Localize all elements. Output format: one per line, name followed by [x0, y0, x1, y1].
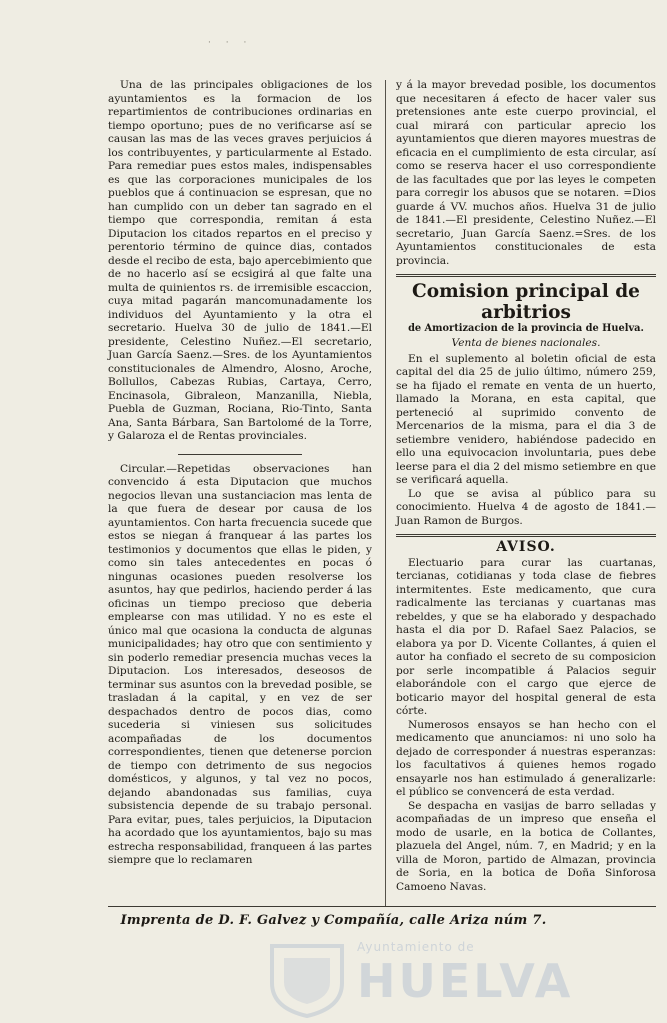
- watermark-caption: Ayuntamiento de: [357, 940, 475, 954]
- comision-subheading: de Amortizacion de la provincia de Huelva.: [408, 323, 644, 334]
- aviso-heading: AVISO.: [496, 539, 556, 555]
- top-marks: · · ·: [208, 38, 253, 48]
- watermark-word: HUELVA: [357, 954, 574, 1008]
- shield-icon: [262, 938, 352, 1018]
- right-column: [396, 79, 656, 894]
- printer-imprint: Imprenta de D. F. Galvez y Compañía, calle Ariza núm 7.: [120, 913, 547, 928]
- separator-rule: [396, 534, 656, 537]
- venta-signature: Lo que se avisa al público para su conocimiento. Huelva 4 de agosto de 1841.—Juan Ramon de Burgos.: [396, 487, 656, 527]
- separator-rule: [396, 274, 656, 277]
- separator-rule: [178, 454, 302, 455]
- venta-heading: Venta de bienes nacionales.: [451, 337, 601, 349]
- left-column: [108, 79, 372, 868]
- comision-heading: Comision principal de arbitrios: [412, 281, 640, 323]
- circular-text: Circular.—Repetidas observaciones han convencido á esta Diputacion que muchos negocios llevan una sustanciacion mas lenta de la que fuera de desear por causa de los ayuntamientos. Con harta frecuencia sucede que estos se niegan á franquear á las partes los testimonios y documentos que ellas le piden, y como sin tales antecedentes en pocas ó ningunas ocasiones pueden resolverse los asuntos, hay que pedirlos, haciendo perder á las oficinas un tiempo precioso que deberia emplearse con mas utilidad. Y no es este el único mal que ocasiona la conducta de algunas municipalidades; hay otro que con sentimiento y sin poderlo remediar presencia muchas veces la Diputacion. Los interesados, deseosos de terminar sus asuntos con la brevedad posible, se trasladan á la capital, y en vez de ser despachados dentro de pocos dias, como sucederia si viniesen sus solicitudes acompañadas de los documentos correspondientes, tienen que detenerse porcion de tiempo con detrimento de sus negocios domésticos, y algunos, y tal vez no pocos, dejando abandonadas sus familias, cuya subsistencia depende de su trabajo personal. Para evitar, pues, tales perjuicios, la Diputacion ha acordado que los ayuntamientos, bajo su mas estrecha responsabilidad, franqueen á las partes siempre que lo reclamaren: [108, 462, 372, 866]
- column-divider: [385, 80, 386, 906]
- venta-notice: En el suplemento al boletin oficial de esta capital del dia 25 de julio último, número 259, se ha fijado el remate en venta de un huerto, llamado la Morana, en esta capital, que perteneció al suprimido convento de Mercenarios de la misma, para el dia 3 de setiembre venidero, habiéndose padecido en ello una equivocacion involuntaria, pues debe leerse para el dia 2 del mismo setiembre en que se verificará aquella.: [396, 352, 656, 486]
- aviso-paragraph-1: Electuario para curar las cuartanas, tercianas, cotidianas y toda clase de fiebres intermitentes. Este medicamento, que cura radicalmente las tercianas y cuartanas mas rebeldes, y que se ha elaborado y despachado hasta el dia por D. Rafael Saez Palacios, se elabora ya por D. Vicente Collantes, á quien el autor ha confiado el secreto de su composicion por serle incompatible á Palacios seguir elaborándole con el cargo que ejerce de boticario mayor del hospital general de esta córte.: [396, 556, 656, 717]
- announcement-repartimientos: Una de las principales obligaciones de los ayuntamientos es la formacion de los repartimientos de contribuciones ordinarias en tiempo oportuno; pues de no verificarse así se causan las mas de las veces graves perjuicios á los contribuyentes, y particularmente al Estado. Para remediar pues estos males, indispensables es que las corporaciones municipales de los pueblos que á continuacion se espresan, que no han cumplido con un deber tan sagrado en el tiempo que correspondia, remitan á esta Diputacion los citados repartos en el preciso y perentorio término de quince dias, contados desde el recibo de esta, bajo apercebimiento que de no hacerlo así se ecsigirá al que falte una multa de quinientos rs. de irremisible escaccion, cuya mitad pagarán mancomunadamente los individuos del Ayuntamiento y la otra el secretario. Huelva 30 de julio de 1841.—El presidente, Celestino Nuñez.—El secretario, Juan García Saenz.—Sres. de los Ayuntamientos constitucionales de Almendro, Alosno, Aroche, Bollullos, Cabezas Rubias, Cartaya, Cerro, Encinasola, Gibraleon, Manzanilla, Niebla, Puebla de Guzman, Rociana, Rio-Tinto, Santa Ana, Santa Bárbara, San Bartolomé de la Torre, y Galaroza el de Rentas provinciales.: [108, 79, 372, 442]
- aviso-paragraph-2: Numerosos ensayos se han hecho con el medicamento que anunciamos: ni uno solo ha dejado de corresponder á nuestras esperanzas: los facultativos á quienes hemos rogado ensayarle nos han estimulado á generalizarle: el público se convencerá de esta verdad.: [396, 718, 656, 798]
- footer-rule: [108, 906, 656, 907]
- archive-watermark-logo: [262, 938, 574, 1018]
- circular-continuation: y á la mayor brevedad posible, los documentos que necesitaren á efecto de hacer valer sus pretensiones ante este cuerpo provincial, el cual mirará con particular aprecio los ayuntamientos que dieren mayores muestras de eficacia en el cumplimiento de esta circular, así como se reserva hacer el uso correspondiente de las facultades que por las leyes le competen para corregir los abusos que se notaren. =Dios guarde á VV. muchos años. Huelva 31 de julio de 1841.—El presidente, Celestino Nuñez.—El secretario, Juan García Saenz.=Sres. de los Ayuntamientos constitucionales de esta provincia.: [396, 79, 656, 267]
- aviso-paragraph-3: Se despacha en vasijas de barro selladas y acompañadas de un impreso que enseña el modo de usarle, en la botica de Collantes, plazuela del Angel, núm. 7, en Madrid; y en la villa de Moron, partido de Almazan, provincia de Soria, en la botica de Doña Sinforosa Camoeno Navas.: [396, 799, 656, 893]
